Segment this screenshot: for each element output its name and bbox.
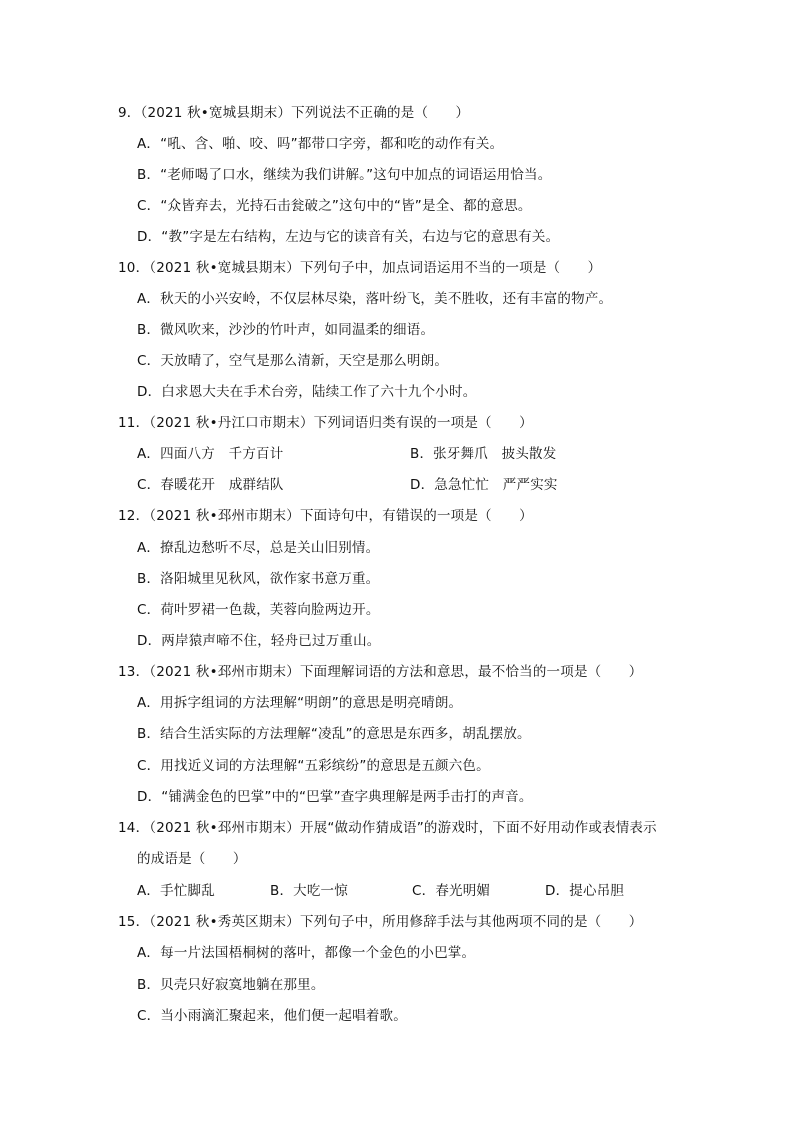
question-14-option-d: D．提心吊胆: [545, 883, 625, 899]
question-15-option-a: A．每一片法国梧桐树的落叶，都像一个金色的小巴掌。: [137, 945, 476, 961]
question-9-option-a: A．“吼、含、啪、咬、吗”都带口字旁，都和吃的动作有关。: [137, 136, 504, 152]
question-10-option-d: D．白求恩大夫在手术台旁，陆续工作了六十九个小时。: [137, 384, 477, 400]
question-15-stem: 15．（2021 秋•秀英区期末）下列句子中，所用修辞手法与其他两项不同的是（ ）: [118, 914, 643, 930]
question-14-option-a: A．手忙脚乱: [137, 883, 215, 899]
question-12-stem: 12．（2021 秋•邳州市期末）下面诗句中，有错误的一项是（ ）: [118, 508, 533, 524]
question-11-option-d: D．急急忙忙 严严实实: [410, 477, 558, 493]
question-13-option-b: B．结合生活实际的方法理解“凌乱”的意思是东西多，胡乱摆放。: [137, 726, 531, 742]
question-11-option-c: C．春暖花开 成群结队: [137, 477, 284, 493]
question-11-option-b: B．张牙舞爪 披头散发: [410, 446, 557, 462]
question-9-option-c: C．“众皆弃去，光持石击瓮破之”这句中的“皆”是全、都的意思。: [137, 198, 532, 214]
question-13-option-d: D．“铺满金色的巴掌”中的“巴掌”查字典理解是两手击打的声音。: [137, 789, 533, 805]
question-9-stem: 9．（2021 秋•宽城县期末）下列说法不正确的是（ ）: [118, 105, 470, 121]
question-14-stem-continued: 的成语是（ ）: [137, 851, 247, 867]
question-13-stem: 13．（2021 秋•邳州市期末）下面理解词语的方法和意思，最不恰当的一项是（ ）: [118, 664, 643, 680]
question-15-option-b: B．贝壳只好寂寞地躺在那里。: [137, 977, 325, 993]
question-11-stem: 11．（2021 秋•丹江口市期末）下列词语归类有误的一项是（ ）: [118, 415, 533, 431]
question-14-option-c: C．春光明媚: [412, 883, 491, 899]
question-9-option-d: D．“教”字是左右结构，左边与它的读音有关，右边与它的意思有关。: [137, 229, 560, 245]
question-12-option-d: D．两岸猿声啼不住，轻舟已过万重山。: [137, 633, 381, 649]
question-11-option-a: A．四面八方 千方百计: [137, 446, 284, 462]
question-10-stem: 10．（2021 秋•宽城县期末）下列句子中，加点词语运用不当的一项是（ ）: [118, 260, 602, 276]
question-14-stem: 14．（2021 秋•邳州市期末）开展“做动作猜成语”的游戏时，下面不好用动作或表情表示: [118, 820, 657, 836]
question-9-option-b: B．“老师喝了口水，继续为我们讲解。”这句中加点的词语运用恰当。: [137, 167, 552, 183]
question-12-option-c: C．荷叶罗裙一色裁，芙蓉向脸两边开。: [137, 602, 380, 618]
question-12-option-b: B．洛阳城里见秋风，欲作家书意万重。: [137, 571, 380, 587]
question-10-option-a: A．秋天的小兴安岭，不仅层林尽染，落叶纷飞，美不胜收，还有丰富的物产。: [137, 291, 613, 307]
question-12-option-a: A．撩乱边愁听不尽，总是关山旧别情。: [137, 540, 380, 556]
question-14-option-b: B．大吃一惊: [270, 883, 348, 899]
question-13-option-c: C．用找近义词的方法理解“五彩缤纷”的意思是五颜六色。: [137, 758, 490, 774]
question-10-option-c: C．天放晴了，空气是那么清新，天空是那么明朗。: [137, 353, 449, 369]
question-13-option-a: A．用拆字组词的方法理解“明朗”的意思是明亮晴朗。: [137, 695, 463, 711]
question-10-option-b: B．微风吹来，沙沙的竹叶声，如同温柔的细语。: [137, 322, 435, 338]
question-15-option-c: C．当小雨滴汇聚起来，他们便一起唱着歌。: [137, 1008, 407, 1024]
